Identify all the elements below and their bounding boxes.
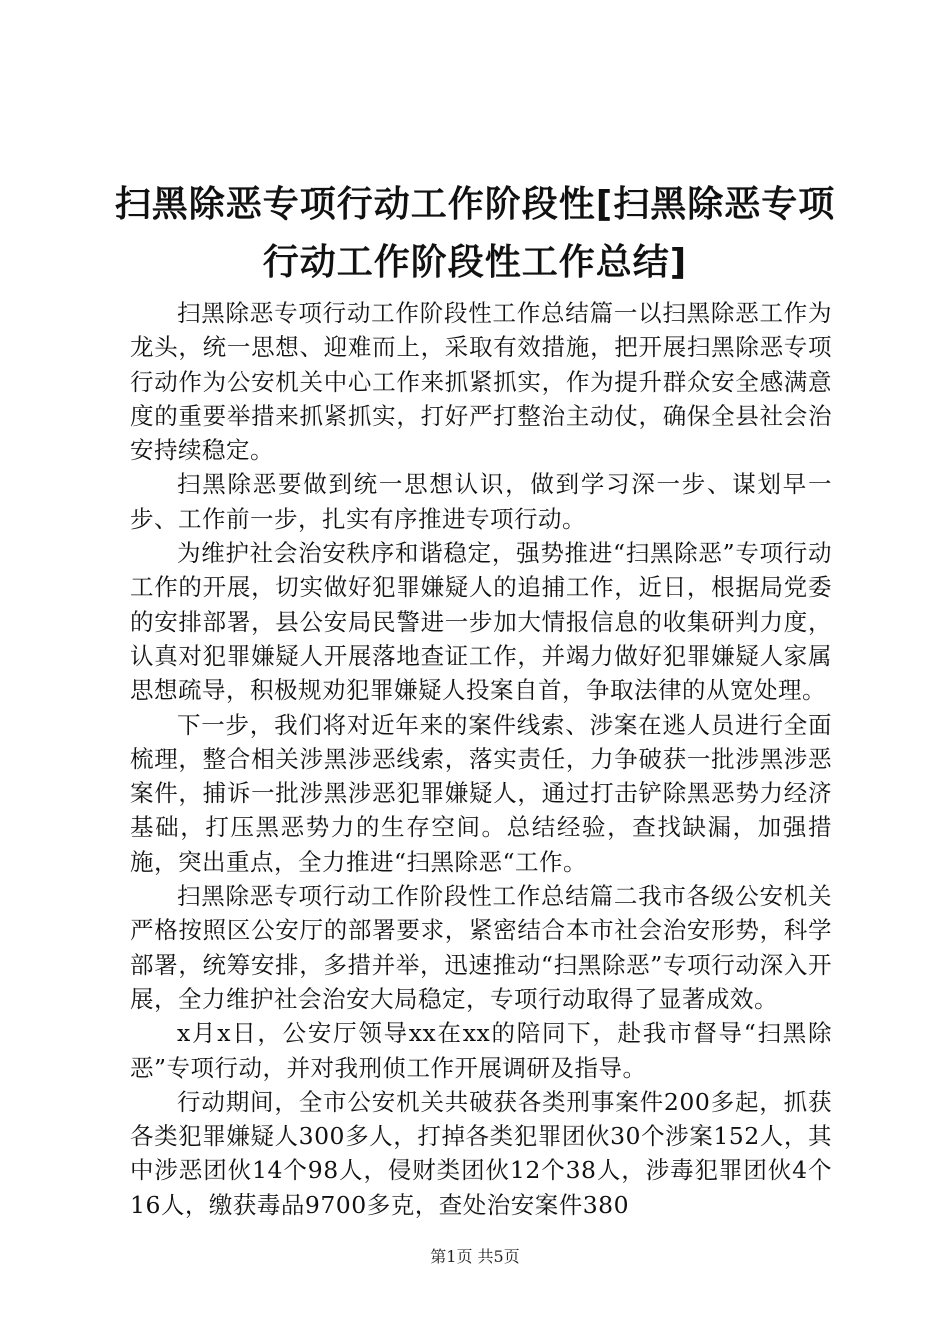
page-footer: 第1页 共5页 [430,1247,520,1266]
paragraph-6: x月x日，公安厅领导xx在xx的陪同下，赴我市督导“扫黑除恶”专项行动，并对我刑侦工作开展调研及指导。 [130,1019,832,1082]
paragraph-3: 为维护社会治安秩序和谐稳定，强势推进“扫黑除恶”专项行动工作的开展，切实做好犯罪嫌疑人的追捕工作，近日，根据局党委的安排部署，县公安局民警进一步加大情报信息的收集研判力度，认真对犯罪嫌疑人开展落地查证工作，并竭力做好犯罪嫌疑人家属思想疏导，积极规劝犯罪嫌疑人投案自首，争取法律的从宽处理。 [130,539,832,705]
paragraph-5: 扫黑除恶专项行动工作阶段性工作总结篇二我市各级公安机关严格按照区公安厅的部署要求，紧密结合本市社会治安形势，科学部署，统筹安排，多措并举，迅速推动“扫黑除恶”专项行动深入开展，全力维护社会治安大局稳定，专项行动取得了显著成效。 [130,882,832,1013]
paragraph-2: 扫黑除恶要做到统一思想认识，做到学习深一步、谋划早一步、工作前一步，扎实有序推进专项行动。 [130,470,832,533]
paragraph-4: 下一步，我们将对近年来的案件线索、涉案在逃人员进行全面梳理，整合相关涉黑涉恶线索，落实责任，力争破获一批涉黑涉恶案件，捕诉一批涉黑涉恶犯罪嫌疑人，通过打击铲除黑恶势力经济基础，打压黑恶势力的生存空间。总结经验，查找缺漏，加强措施，突出重点，全力推进“扫黑除恶“工作。 [130,710,832,876]
document-body [130,296,832,1222]
title-line-1: 扫黑除恶专项行动工作阶段性[扫黑除恶专项 [114,184,836,225]
paragraph-7: 行动期间，全市公安机关共破获各类刑事案件200多起，抓获各类犯罪嫌疑人300多人，打掉各类犯罪团伙30个涉案152人，其中涉恶团伙14个98人，侵财类团伙12个38人，涉毒犯罪团伙4个16人，缴获毒品9700多克，查处治安案件380 [130,1087,832,1219]
document-title [110,176,840,292]
paragraph-1: 扫黑除恶专项行动工作阶段性工作总结篇一以扫黑除恶工作为龙头，统一思想、迎难而上，采取有效措施，把开展扫黑除恶专项行动作为公安机关中心工作来抓紧抓实，作为提升群众安全感满意度的重要举措来抓紧抓实，打好严打整治主动仗，确保全县社会治安持续稳定。 [130,299,832,465]
title-line-2: 行动工作阶段性工作总结] [262,242,688,283]
